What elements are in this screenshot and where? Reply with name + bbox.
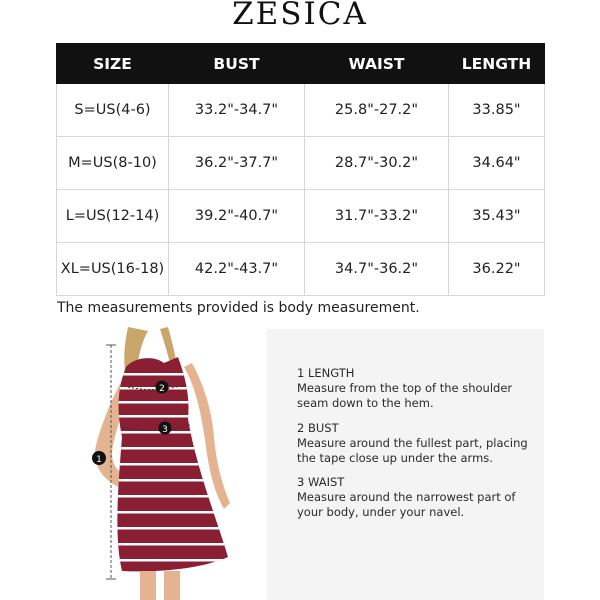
instruction-text: Measure around the fullest part, placing the tape close up under the arms. [297, 436, 528, 465]
brand-logo: ZESICA [232, 0, 368, 32]
cell-bust: 42.2"-43.7" [169, 243, 305, 296]
column-header-size: SIZE [57, 44, 169, 84]
instruction-length [297, 366, 537, 411]
instruction-text: Measure around the narrowest part of your body, under your navel. [297, 490, 516, 519]
column-header-length: LENGTH [449, 44, 545, 84]
instruction-waist [297, 475, 537, 520]
cell-bust: 39.2"-40.7" [169, 190, 305, 243]
table-row [57, 84, 545, 137]
table-row [57, 243, 545, 296]
model-illustration [56, 327, 262, 600]
instruction-bust [297, 421, 537, 466]
cell-length: 35.43" [449, 190, 545, 243]
column-header-bust: BUST [169, 44, 305, 84]
instruction-text: Measure from the top of the shoulder seam down to the hem. [297, 381, 513, 410]
table-header-row [57, 44, 545, 84]
cell-waist: 25.8"-27.2" [305, 84, 449, 137]
cell-length: 33.85" [449, 84, 545, 137]
table-row [57, 137, 545, 190]
cell-size: L=US(12-14) [57, 190, 169, 243]
measurement-note: The measurements provided is body measurement. [57, 300, 420, 316]
table-row [57, 190, 545, 243]
svg-text:3: 3 [162, 425, 168, 435]
instruction-heading: 1 LENGTH [297, 366, 355, 380]
column-header-waist: WAIST [305, 44, 449, 84]
svg-text:1: 1 [96, 455, 102, 465]
measurement-instructions-panel [267, 329, 544, 600]
instruction-heading: 2 BUST [297, 421, 339, 435]
cell-size: S=US(4-6) [57, 84, 169, 137]
cell-bust: 33.2"-34.7" [169, 84, 305, 137]
model-photo [56, 327, 262, 600]
cell-bust: 36.2"-37.7" [169, 137, 305, 190]
cell-length: 34.64" [449, 137, 545, 190]
cell-waist: 34.7"-36.2" [305, 243, 449, 296]
cell-waist: 28.7"-30.2" [305, 137, 449, 190]
instruction-heading: 3 WAIST [297, 475, 345, 489]
cell-waist: 31.7"-33.2" [305, 190, 449, 243]
cell-size: XL=US(16-18) [57, 243, 169, 296]
cell-length: 36.22" [449, 243, 545, 296]
legs-shape [140, 571, 156, 600]
cell-size: M=US(8-10) [57, 137, 169, 190]
size-chart-table [56, 43, 545, 296]
marker-1 [92, 451, 106, 465]
svg-text:2: 2 [159, 384, 165, 394]
